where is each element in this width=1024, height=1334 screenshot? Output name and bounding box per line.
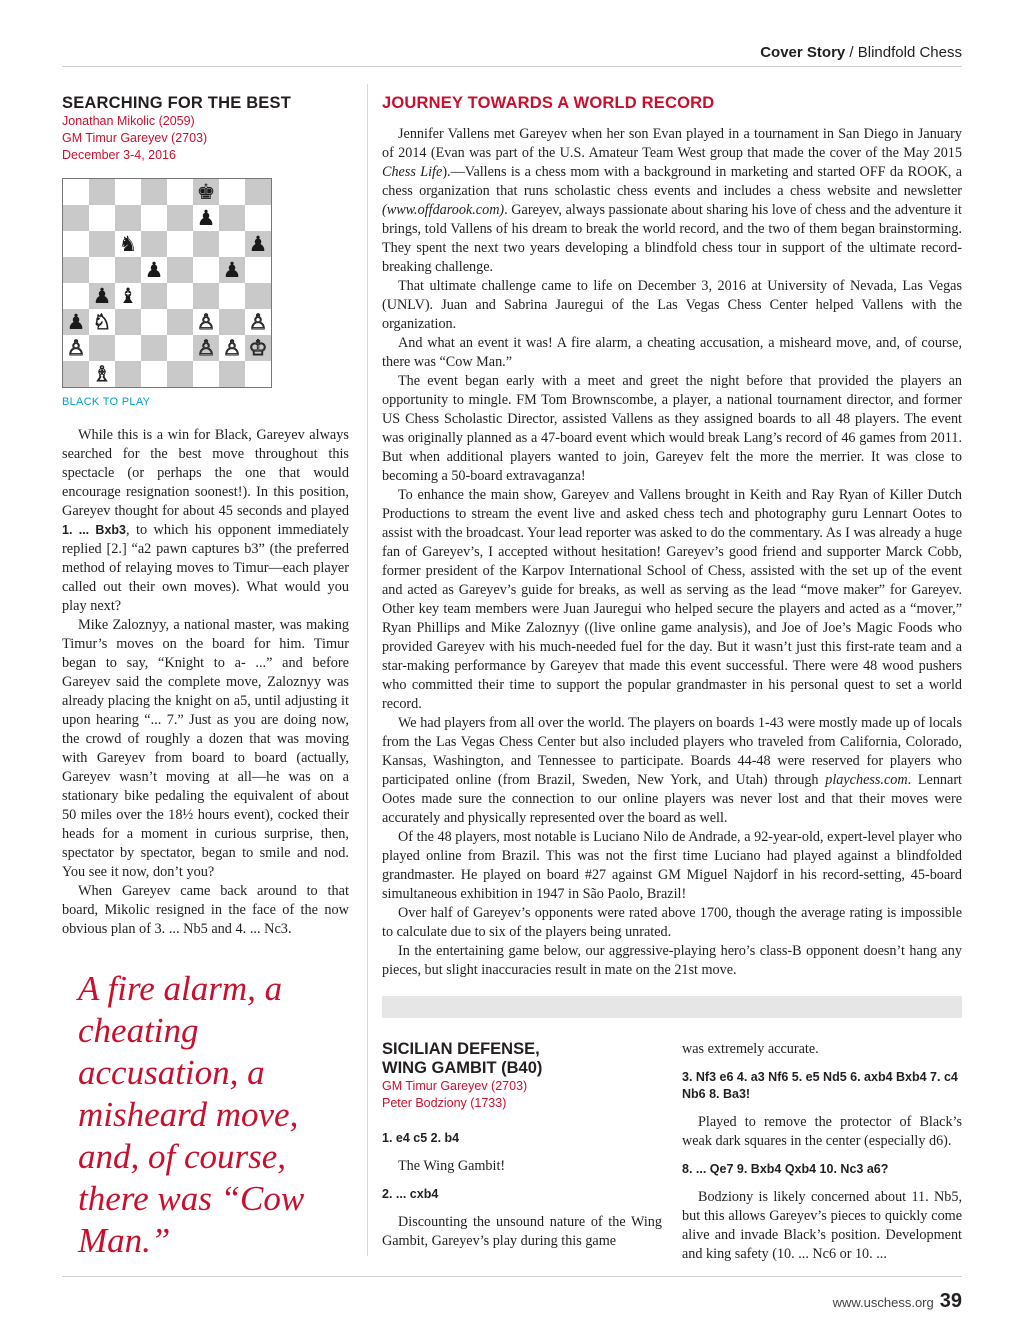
square-d7 bbox=[141, 205, 167, 231]
square-a2 bbox=[63, 335, 89, 361]
square-h2 bbox=[245, 335, 271, 361]
square-c8 bbox=[115, 179, 141, 205]
square-d5 bbox=[141, 257, 167, 283]
article-paragraph-5: To enhance the main show, Gareyev and Vallens brought in Keith and Ray Ryan of Killer Dutch Productions to stream the event live and asked chess tech and photography guru Lennart Ootes to assist with the broadcast. Your lead reporter was asked to do the commentary. As I was already a huge fan of Gareyev’s, I accepted without hesitation! Gareyev’s good friend and supporter Marck Cobb, former president of the Karpov International School of Chess, assisted with the set up of the event and acted as Gareyev’s guide for breaks, as well as serving as the lead “move maker” for Gareyev. Other key team members were Juan Jauregui who helped secure the players and acted as a “mover,” Ryan Phillips and Mike Zaloznyy ((live online game analysis), and Joe of Joe’s Magic Foods who provided Gareyev with his much-needed fuel for the day. But it wasn’t just this first-rate team and a star-making performance by Gareyev that made this event successful. There were 48 wood pushers who committed their time to support the popular grandmaster in his personal quest to set a world record. bbox=[382, 487, 962, 712]
moves-3: 3. Nf3 e6 4. a3 Nf6 5. e5 Nd5 6. axb4 Bxb4 7. c4 Nb6 8. Ba3! bbox=[682, 1070, 958, 1101]
game-black-player: Peter Bodziony (1733) bbox=[382, 1096, 507, 1110]
footer-divider bbox=[62, 1276, 962, 1277]
square-c3 bbox=[115, 309, 141, 335]
header-subsection: Blindfold Chess bbox=[857, 44, 962, 61]
moves-4: 8. ... Qe7 9. Bxb4 Qxb4 10. Nc3 a6? bbox=[682, 1162, 889, 1176]
square-e6 bbox=[167, 231, 193, 257]
game-column-1 bbox=[382, 1040, 662, 1251]
square-h6 bbox=[245, 231, 271, 257]
article-paragraph-2: That ultimate challenge came to life on December 3, 2016 at University of Nevada, Las Vegas (UNLV). Juan and Sabrina Jauregui of the Las Vegas Chess Center helped Vallens with the organization. bbox=[382, 278, 962, 332]
square-h4 bbox=[245, 283, 271, 309]
square-a5 bbox=[63, 257, 89, 283]
square-a3 bbox=[63, 309, 89, 335]
text-run: While this is a win for Black, Gareyev always searched for the best move throughout this spectacle (or perhaps the one that would encourage resignation soonest!). In this position, Gareyev thought for about 45 seconds and played bbox=[62, 427, 349, 519]
footer-url: www.uschess.org bbox=[832, 1295, 934, 1310]
game-title-line-1: SICILIAN DEFENSE, bbox=[382, 1040, 540, 1058]
square-e5 bbox=[167, 257, 193, 283]
game-date: December 3-4, 2016 bbox=[62, 148, 176, 162]
square-d3 bbox=[141, 309, 167, 335]
black-knight-icon: ♞ bbox=[118, 231, 138, 256]
article-paragraph-8: Over half of Gareyev’s opponents were rated above 1700, though the average rating is impossible to calculate due to six of the players being unrated. bbox=[382, 905, 962, 940]
column-divider bbox=[367, 84, 368, 1256]
black-bishop-icon: ♝ bbox=[118, 283, 138, 308]
white-pawn-icon: ♙ bbox=[196, 309, 216, 334]
square-a8 bbox=[63, 179, 89, 205]
square-b2 bbox=[89, 335, 115, 361]
sidebar-text bbox=[62, 426, 349, 939]
white-knight-icon: ♘ bbox=[92, 309, 112, 334]
square-b5 bbox=[89, 257, 115, 283]
text-run: , to which his opponent immediately replied [2.] “a2 pawn captures b3” (the preferred method of relaying moves to Timur—each player called out their own moves). What would you play next? bbox=[62, 522, 349, 614]
black-pawn-icon: ♟ bbox=[248, 231, 268, 256]
square-g5 bbox=[219, 257, 245, 283]
square-c2 bbox=[115, 335, 141, 361]
square-e4 bbox=[167, 283, 193, 309]
square-g7 bbox=[219, 205, 245, 231]
article-title: JOURNEY TOWARDS A WORLD RECORD bbox=[382, 94, 715, 112]
square-d4 bbox=[141, 283, 167, 309]
white-player: Jonathan Mikolic (2059) bbox=[62, 114, 195, 128]
black-pawn-icon: ♟ bbox=[66, 309, 86, 334]
text-run: . Lennart Ootes made sure the connection to our online players was never lost and that their moves were accurately and physically represented over the board as well. bbox=[382, 772, 962, 826]
text-run: Jennifer Vallens met Gareyev when her son Evan played in a tournament in San Diego in January of 2014 (Evan was part of the U.S. Amateur Team West group that made the cover of the May 2015 bbox=[382, 126, 962, 161]
square-g6 bbox=[219, 231, 245, 257]
white-bishop-icon: ♗ bbox=[92, 361, 112, 386]
comment-2-continued: was extremely accurate. bbox=[682, 1041, 819, 1057]
square-b6 bbox=[89, 231, 115, 257]
chess-diagram bbox=[62, 178, 272, 388]
sidebar-paragraph-3: When Gareyev came back around to that board, Mikolic resigned in the face of the now obvious plan of 3. ... Nb5 and 4. ... Nc3. bbox=[62, 883, 349, 937]
article-column bbox=[382, 94, 962, 980]
text-run: ).—Vallens is a chess mom with a background in marketing and started OFF da ROOK, a chess organization that runs scholastic chess events and includes a chess website and newsletter bbox=[382, 164, 962, 199]
comment-1: The Wing Gambit! bbox=[398, 1158, 506, 1174]
square-a7 bbox=[63, 205, 89, 231]
website-reference: playchess.com bbox=[825, 772, 908, 788]
sidebar-title: SEARCHING FOR THE BEST bbox=[62, 94, 291, 112]
black-player: GM Timur Gareyev (2703) bbox=[62, 131, 208, 145]
moves-2: 2. ... cxb4 bbox=[382, 1187, 439, 1201]
square-b7 bbox=[89, 205, 115, 231]
square-c6 bbox=[115, 231, 141, 257]
diagram-caption: BLACK TO PLAY bbox=[62, 396, 151, 408]
article-paragraph-7: Of the 48 players, most notable is Luciano Nilo de Andrade, a 92-year-old, expert-level player who played online from Brazil. This was not the first time Luciano had played against a blindfolded grandmaster. He played on board #27 against GM Miguel Najdorf in his record-setting, 45-board simultaneous exhibition in 1947 in São Paolo, Brazil! bbox=[382, 829, 962, 902]
white-pawn-icon: ♙ bbox=[196, 335, 216, 360]
square-h1 bbox=[245, 361, 271, 387]
square-c4 bbox=[115, 283, 141, 309]
square-a4 bbox=[63, 283, 89, 309]
square-b1 bbox=[89, 361, 115, 387]
square-d1 bbox=[141, 361, 167, 387]
square-e3 bbox=[167, 309, 193, 335]
black-pawn-icon: ♟ bbox=[196, 205, 216, 230]
text-run: We had players from all over the world. The players on boards 1-43 were mostly made up of locals from the Las Vegas Chess Center but also included players who traveled from California, Colorado, Kansas, Washington, and Tennessee to participate. Boards 44-48 were reserved for players who participated online (from Brazil, Sweden, New York, and Utah) through bbox=[382, 715, 962, 788]
move-notation: 1. ... Bxb3 bbox=[62, 523, 127, 537]
article-paragraph-9: In the entertaining game below, our aggressive-playing hero’s class-B opponent doesn’t hang any pieces, but slight inaccuracies result in mate on the 21st move. bbox=[382, 943, 962, 978]
square-b3 bbox=[89, 309, 115, 335]
square-f6 bbox=[193, 231, 219, 257]
pull-quote: A fire alarm, a cheating accusation, a misheard move, and, of course, there was “Cow Man.” bbox=[78, 969, 305, 1260]
square-a1 bbox=[63, 361, 89, 387]
square-f4 bbox=[193, 283, 219, 309]
square-b8 bbox=[89, 179, 115, 205]
header-section: Cover Story bbox=[760, 44, 846, 61]
square-d2 bbox=[141, 335, 167, 361]
sidebar-column bbox=[62, 94, 349, 939]
comment-2: Discounting the unsound nature of the Wing Gambit, Gareyev’s play during this game bbox=[382, 1214, 662, 1249]
white-pawn-icon: ♙ bbox=[248, 309, 268, 334]
game-column-2 bbox=[682, 1040, 962, 1264]
header-separator: / bbox=[845, 44, 858, 61]
square-h8 bbox=[245, 179, 271, 205]
text-run: . Gareyev, always passionate about sharing his love of chess and the adventure it brings, told Vallens of his dream to break the world record, and the two of them began brainstorming. They spent the next two years developing a blindfold chess tour in support of the ultimate record-breaking challenge. bbox=[382, 202, 962, 275]
black-pawn-icon: ♟ bbox=[222, 257, 242, 282]
square-g3 bbox=[219, 309, 245, 335]
comment-4: Bodziony is likely concerned about 11. Nb5, but this allows Gareyev’s pieces to quickly come alive and invade Black’s position. Development and king safety (10. ... Nc6 or 10. ... bbox=[682, 1189, 962, 1262]
square-e8 bbox=[167, 179, 193, 205]
square-e2 bbox=[167, 335, 193, 361]
square-g8 bbox=[219, 179, 245, 205]
square-f2 bbox=[193, 335, 219, 361]
game-white-player: GM Timur Gareyev (2703) bbox=[382, 1079, 528, 1093]
article-paragraph-4: The event began early with a meet and greet the night before that provided the players an opportunity to mingle. FM Tom Brownscombe, a player, a national tournament director, and former US Chess Scholastic Director, assisted Vallens as they assigned boards to all 48 players. The event was originally planned as a 47-board event which would break Lang’s record of 46 games from 2011. But when additional players wanted to join, Gareyev felt the more the merrier. It was close to becoming a 50-board extravaganza! bbox=[382, 373, 962, 484]
white-king-icon: ♔ bbox=[248, 335, 268, 360]
comment-3: Played to remove the protector of Black’s weak dark squares in the center (especially d6). bbox=[682, 1114, 962, 1149]
square-d8 bbox=[141, 179, 167, 205]
moves-1: 1. e4 c5 2. b4 bbox=[382, 1131, 460, 1145]
square-f3 bbox=[193, 309, 219, 335]
square-f1 bbox=[193, 361, 219, 387]
square-c5 bbox=[115, 257, 141, 283]
square-h5 bbox=[245, 257, 271, 283]
article-paragraph-6 bbox=[382, 714, 962, 828]
square-b4 bbox=[89, 283, 115, 309]
game-title-line-2: WING GAMBIT (B40) bbox=[382, 1059, 543, 1077]
square-h3 bbox=[245, 309, 271, 335]
running-header bbox=[760, 44, 962, 61]
square-g4 bbox=[219, 283, 245, 309]
white-pawn-icon: ♙ bbox=[222, 335, 242, 360]
page-footer bbox=[833, 1290, 962, 1313]
sidebar-paragraph-2: Mike Zaloznyy, a national master, was making Timur’s moves on the board for him. Timur began to say, “Knight to a- ...” and before Gareyev said the complete move, Zaloznyy was already placing the knight on a5, until adjusting it upon hearing “... 7.” Just as you are doing now, the crowd of roughly a dozen that was moving with Gareyev from board to board (actually, Gareyev wasn’t moving at all—he was on a stationary bike pedaling the equivalent of about 50 miles over the 18½ hours event), cocked their heads for a moment in curious surprise, then, spectator by spectator, began to smile and nod. You see it now, don’t you? bbox=[62, 617, 349, 880]
black-pawn-icon: ♟ bbox=[92, 283, 112, 308]
square-e1 bbox=[167, 361, 193, 387]
square-g2 bbox=[219, 335, 245, 361]
square-f8 bbox=[193, 179, 219, 205]
page-number: 39 bbox=[939, 1290, 962, 1312]
square-a6 bbox=[63, 231, 89, 257]
square-c7 bbox=[115, 205, 141, 231]
section-bar bbox=[382, 996, 962, 1018]
header-divider bbox=[62, 66, 962, 67]
square-h7 bbox=[245, 205, 271, 231]
article-paragraph-3: And what an event it was! A fire alarm, a cheating accusation, a misheard move, and, of course, there was “Cow Man.” bbox=[382, 335, 962, 370]
square-e7 bbox=[167, 205, 193, 231]
square-g1 bbox=[219, 361, 245, 387]
white-pawn-icon: ♙ bbox=[66, 335, 86, 360]
article-paragraph-1 bbox=[382, 125, 962, 277]
website-reference: (www.offdarook.com) bbox=[382, 202, 505, 218]
black-king-icon: ♚ bbox=[196, 179, 216, 204]
sidebar-paragraph-1 bbox=[62, 426, 349, 616]
square-d6 bbox=[141, 231, 167, 257]
italic-text: Chess Life bbox=[382, 164, 443, 180]
square-c1 bbox=[115, 361, 141, 387]
square-f5 bbox=[193, 257, 219, 283]
square-f7 bbox=[193, 205, 219, 231]
black-pawn-icon: ♟ bbox=[144, 257, 164, 282]
